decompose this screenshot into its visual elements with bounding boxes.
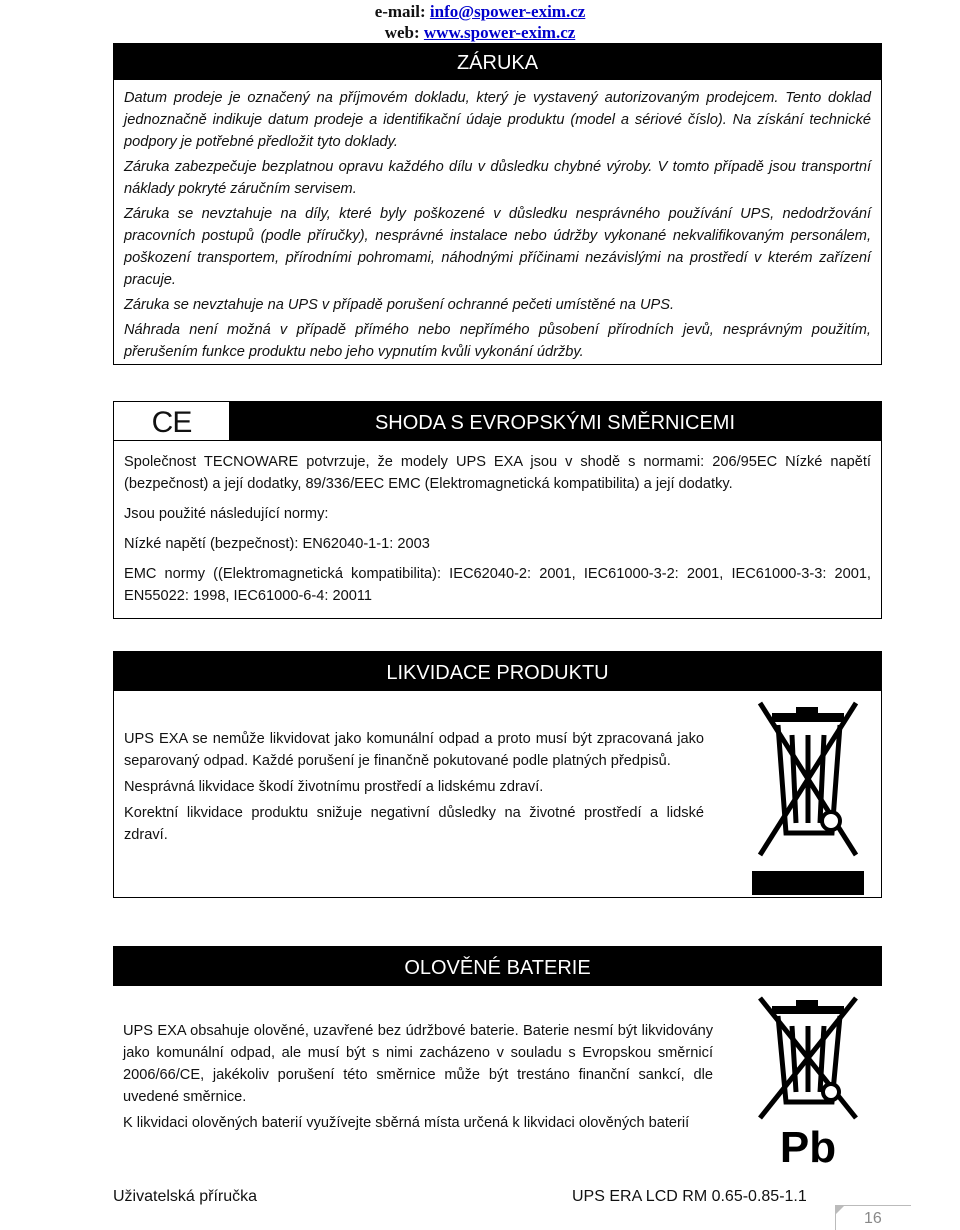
contact-email-line [0,2,960,22]
conformity-paragraph-2: Jsou použité následující normy: [124,506,329,522]
email-label: e-mail: [374,2,426,21]
conformity-paragraph-1: Společnost TECNOWARE potvrzuje, že modely UPS EXA jsou v shodě s normami: 206/95EC Nízké napětí (bezpečnost) a její dodatky, 89/336/EEC EMC (Elektromagnetická kompatibilita) a její dodatky. [124,454,871,492]
pb-symbol: Pb [779,1123,837,1168]
batteries-paragraph-1: UPS EXA obsahuje olověné, uzavřené bez údržbové baterie. Baterie nesmí být likvidovány jako komunální odpad, ale musí být s nimi zacházeno v souladu s Evropskou směrnicí 2006/66/CE, jakékoliv porušení této směrnice může být trestáno finanční sankcí, dle uvedené směrnice. [123,1023,713,1105]
footer-right: UPS ERA LCD RM 0.65-0.85-1.1 [572,1188,807,1205]
conformity-paragraph-4: EMC normy ((Elektromagnetická kompatibilita): IEC62040-2: 2001, IEC61000-3-2: 2001, IEC61000-3-3: 2001, EN55022: 1998, IEC61000-6-4: 20011 [124,566,871,604]
conformity-title-row [113,401,882,441]
disposal-title: LIKVIDACE PRODUKTU [386,662,609,684]
batteries-paragraph-2: K likvidaci olověných baterií využívejte sběrná místa určená k likvidaci olověných baterií [123,1115,690,1131]
batteries-title: OLOVĚNÉ BATERIE [404,957,591,979]
batteries-text [113,1020,713,1134]
ce-mark-cell [114,402,229,440]
batteries-title-bar [113,946,882,986]
email-link[interactable]: info@spower-exim.cz [429,2,586,21]
disposal-paragraph-1: UPS EXA se nemůže likvidovat jako komunální odpad a proto musí být zpracovaná jako separovaný odpad. Každé porušení je finančně pokutované podle platných předpisů. [124,731,704,769]
disposal-paragraph-2: Nesprávná likvidace škodí životnímu prostředí a lidskému zdraví. [124,779,544,795]
warranty-paragraph-3: Záruka se nevztahuje na díly, které byly poškozené v důsledku nesprávného používání UPS, nedodržování pracovních postupů (podle příručky), nesprávné instalace nebo údržby vykonané nekvalifikovaným personálem, poškození transportem, přírodními pohromami, náhodnými příčinami nezávislými na prostředí v kterém zařízení pracuje. [124,206,871,288]
warranty-title-bar [113,43,882,80]
crossed-bin-icon [752,695,864,895]
disposal-paragraph-3: Korektní likvidace produktu snižuje negativní důsledky na životné prostředí a lidské zdraví. [124,805,704,843]
disposal-text [124,728,704,846]
web-label: web: [384,23,420,42]
web-link[interactable]: www.spower-exim.cz [423,23,576,42]
disposal-title-bar [113,651,882,691]
battery-bin-pb-icon [752,992,864,1168]
conformity-title-bar [229,402,881,440]
conformity-box [113,441,882,619]
conformity-paragraph-3: Nízké napětí (bezpečnost): EN62040-1-1: 2003 [124,536,430,552]
contact-web-line [0,23,960,43]
warranty-paragraph-1: Datum prodeje je označený na příjmovém dokladu, který je vystavený autorizovaným prodejcem. Tento doklad jednoznačně indikuje datum prodeje a identifikační údaje produktu (model a sériové číslo). Na získání technické podpory je potřebné předložit tyto doklady. [124,90,871,150]
warranty-box [113,80,882,365]
conformity-title: SHODA S EVROPSKÝMI SMĚRNICEMI [374,412,736,434]
page-number: 16 [864,1210,882,1227]
warranty-title: ZÁRUKA [456,52,539,74]
warranty-paragraph-2: Záruka zabezpečuje bezplatnou opravu každého dílu v důsledku chybné výroby. V tomto případě jsou transportní náklady pokryté záručním servisem. [124,159,871,197]
page-number-box [835,1205,911,1230]
warranty-paragraph-4: Záruka se nevztahuje na UPS v případě porušení ochranné pečeti umístěné na UPS. [124,297,675,313]
warranty-paragraph-5: Náhrada není možná v případě přímého nebo nepřímého působení přírodních jevů, nesprávným použitím, přerušením funkce produktu nebo jeho vypnutím kvůli vykonání údržby. [124,322,871,360]
ce-mark-icon: CE [151,406,192,439]
footer-left: Uživatelská příručka [113,1188,258,1205]
